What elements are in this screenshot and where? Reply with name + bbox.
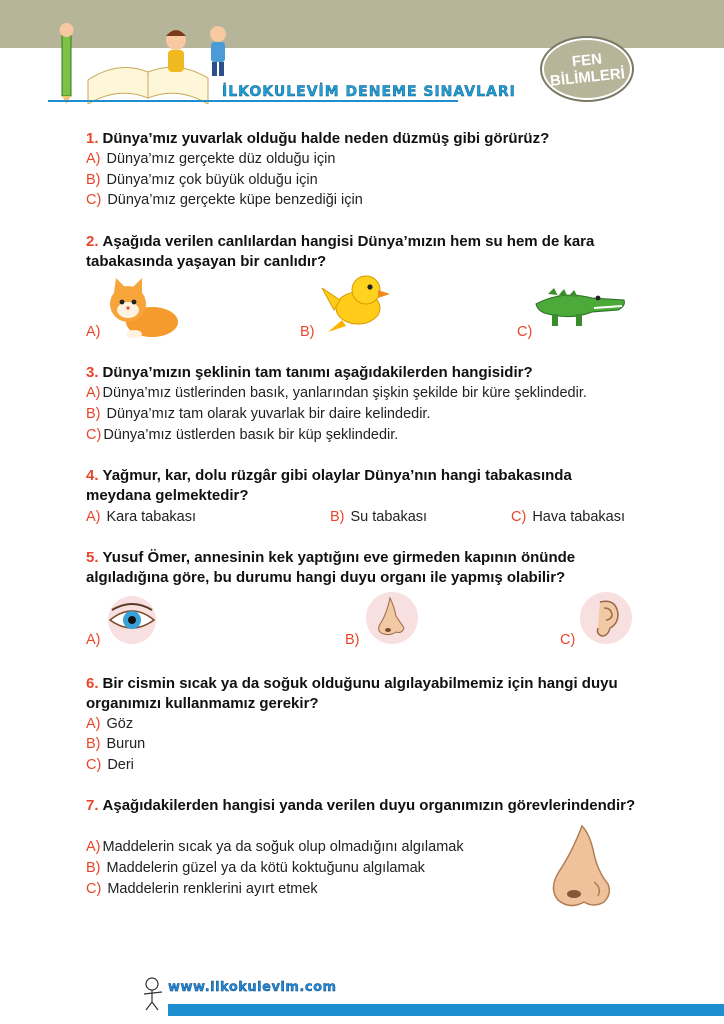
question-6 (86, 674, 618, 714)
question-text-line-1: Bir cismin sıcak ya da soğuk olduğunu algılayabilmemiz için hangi duyu (102, 675, 618, 692)
option-letter: B) (86, 172, 101, 188)
option-text: Su tabakası (350, 509, 428, 525)
ear-icon (580, 592, 632, 644)
question-3 (86, 363, 533, 383)
q5-option-c[interactable]: C) (560, 632, 576, 648)
option-letter: A) (86, 385, 101, 401)
q2-option-b[interactable]: B) (300, 324, 315, 340)
q6-option-a[interactable] (86, 714, 133, 734)
question-1 (86, 129, 549, 149)
question-text-line-2: tabakasında yaşayan bir canlıdır? (86, 253, 327, 270)
badge-line-1: FEN (571, 50, 603, 71)
question-number: 7. (86, 797, 99, 814)
q3-option-c[interactable] (86, 425, 398, 445)
q5-option-b[interactable]: B) (345, 632, 360, 648)
question-2 (86, 232, 594, 272)
option-letter: C) (86, 192, 102, 208)
question-text-line-1: Yağmur, kar, dolu rüzgâr gibi olaylar Dünya’nın hangi tabakasında (102, 467, 572, 484)
q4-option-b[interactable] (330, 507, 427, 527)
q3-option-b[interactable] (86, 404, 430, 424)
nose-icon (366, 592, 418, 644)
question-text-line-1: Yusuf Ömer, annesinin kek yaptığını eve girmeden kapının önünde (102, 549, 576, 566)
question-text-line-1: Aşağıda verilen canlılardan hangisi Dünya’mızın hem su hem de kara (102, 233, 595, 250)
q6-option-b[interactable] (86, 734, 145, 754)
bird-icon (320, 270, 392, 334)
option-text: Deri (107, 757, 134, 773)
option-letter: A) (86, 716, 101, 732)
option-letter: C) (86, 881, 102, 897)
crocodile-icon (532, 284, 628, 330)
q2-option-c[interactable]: C) (517, 324, 533, 340)
option-letter: A) (86, 151, 101, 167)
option-text: Dünya’mız çok büyük olduğu için (106, 172, 318, 188)
option-text: Maddelerin sıcak ya da soğuk olup olmadığını algılamak (102, 839, 464, 855)
option-letter: B) (330, 509, 345, 525)
question-number: 2. (86, 233, 99, 250)
question-number: 3. (86, 364, 99, 381)
option-text: Dünya’mız tam olarak yuvarlak bir daire kelindedir. (106, 406, 431, 422)
option-letter: C) (86, 757, 102, 773)
option-text: Maddelerin güzel ya da kötü koktuğunu algılamak (106, 860, 425, 876)
q7-option-a[interactable] (86, 837, 464, 857)
option-text: Hava tabakası (532, 509, 626, 525)
question-text-line-2: algıladığına göre, bu durumu hangi duyu organı ile yapmış olabilir? (86, 569, 566, 586)
q1-option-c[interactable] (86, 190, 363, 210)
option-text: Dünya’mız üstlerden basık bir küp şeklindedir. (103, 427, 399, 443)
option-text: Dünya’mız gerçekte düz olduğu için (106, 151, 336, 167)
q7-option-c[interactable] (86, 879, 318, 899)
badge-line-2: BİLİMLERİ (548, 65, 626, 90)
question-text: Aşağıdakilerden hangisi yanda verilen duyu organımızın görevlerindendir? (102, 797, 636, 814)
eye-icon (104, 596, 160, 644)
option-text: Maddelerin renklerini ayırt etmek (107, 881, 318, 897)
question-number: 4. (86, 467, 99, 484)
header-rule (48, 100, 458, 102)
q6-option-c[interactable] (86, 755, 134, 775)
q3-option-a[interactable] (86, 383, 587, 403)
subject-badge (542, 38, 632, 100)
question-text: Dünya’mızın şeklinin tam tanımı aşağıdakilerden hangisidir? (102, 364, 533, 381)
question-number: 6. (86, 675, 99, 692)
q4-option-a[interactable] (86, 507, 196, 527)
footer-bar (168, 1004, 724, 1016)
option-text: Dünya’mız üstlerinden basık, yanlarından şişkin şekilde bir küre şeklindedir. (102, 385, 587, 401)
question-5 (86, 548, 575, 588)
mascot-icon (138, 976, 168, 1012)
option-letter: B) (86, 406, 101, 422)
option-text: Burun (106, 736, 146, 752)
q5-option-a[interactable]: A) (86, 632, 101, 648)
option-text: Göz (106, 716, 134, 732)
q1-option-b[interactable] (86, 170, 318, 190)
option-text: Dünya’mız gerçekte küpe benzediği için (107, 192, 363, 208)
option-letter: A) (86, 509, 101, 525)
option-letter: C) (86, 427, 102, 443)
question-4 (86, 466, 572, 506)
question-text-line-2: organımızı kullanmamız gerekir? (86, 695, 319, 712)
q1-option-a[interactable] (86, 149, 335, 169)
option-letter: A) (86, 839, 101, 855)
option-letter: C) (511, 509, 527, 525)
site-title: İLKOKULEVİM DENEME SINAVLARI (222, 84, 516, 100)
question-text-line-2: meydana gelmektedir? (86, 487, 249, 504)
q2-option-a[interactable]: A) (86, 324, 101, 340)
option-letter: B) (86, 736, 101, 752)
q4-option-c[interactable] (511, 507, 625, 527)
question-7 (86, 796, 635, 816)
question-number: 5. (86, 549, 99, 566)
large-nose-icon (538, 822, 622, 914)
option-text: Kara tabakası (106, 509, 196, 525)
option-letter: B) (86, 860, 101, 876)
question-number: 1. (86, 130, 99, 147)
q7-option-b[interactable] (86, 858, 425, 878)
question-text: Dünya’mız yuvarlak olduğu halde neden düzmüş gibi görürüz? (102, 130, 550, 147)
footer-url-link[interactable]: www.ilkokulevim.com (168, 980, 337, 995)
cat-icon (104, 278, 182, 340)
